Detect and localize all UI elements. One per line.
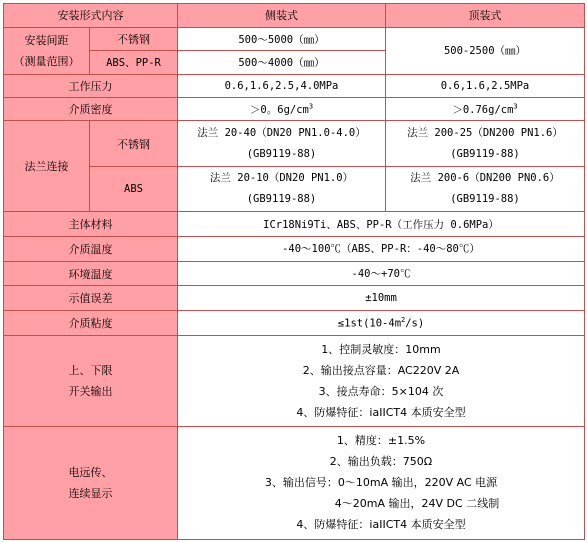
flange-top-abs-spec: 法兰 200-6（DN200 PN0.6） <box>410 172 560 184</box>
viscosity-label: 介质粘度 <box>4 311 178 336</box>
switch-item: 4、防爆特征：iaIICT4 本质安全型 <box>296 405 466 419</box>
flange-row-abs <box>4 166 585 211</box>
range-top-value: 500-2500（㎜） <box>386 27 585 74</box>
remote-item: 2、输出负载：750Ω <box>329 455 433 469</box>
switch-row <box>4 335 585 426</box>
remote-row <box>4 426 585 539</box>
pressure-label: 工作压力 <box>4 75 178 98</box>
remote-item: 4、防爆特征：iaIICT4 本质安全型 <box>296 518 466 532</box>
flange-side-abs <box>178 166 386 211</box>
density-top-sup: 3 <box>513 102 518 111</box>
material-value: ICr18Ni9Ti、ABS、PP-R（工作压力 0.6MPa） <box>178 212 585 237</box>
spec-table <box>3 3 585 540</box>
range-side-abs-value: 500～4000（㎜） <box>178 51 386 75</box>
flange-side-abs-spec: 法兰 20-10（DN20 PN1.0） <box>209 172 354 184</box>
viscosity-value-main: ≤1st(10-4m <box>337 317 402 330</box>
header-row <box>4 4 585 28</box>
range-row-stainless <box>4 27 585 51</box>
switch-label <box>4 335 178 426</box>
error-row <box>4 286 585 311</box>
switch-label-line2: 开关输出 <box>68 384 113 398</box>
remote-label-line1: 电远传、 <box>68 465 113 479</box>
density-row <box>4 97 585 121</box>
flange-stainless-label: 不锈钢 <box>90 121 178 166</box>
flange-top-stainless-std: (GB9119-88) <box>450 147 520 160</box>
flange-side-stainless-std: (GB9119-88) <box>246 147 317 160</box>
range-label-line1: 安装间距 <box>24 33 69 47</box>
remote-item: 1、精度：±1.5% <box>336 434 426 448</box>
ambient-row <box>4 261 585 286</box>
error-value: ±10mm <box>178 286 585 311</box>
switch-item: 3、接点寿命：5×104 次 <box>318 384 444 398</box>
flange-side-stainless <box>178 121 386 166</box>
flange-row-stainless <box>4 121 585 166</box>
viscosity-value-sup: 2 <box>401 316 406 325</box>
range-label-line2: （测量范围） <box>13 54 80 68</box>
density-side-value <box>178 97 386 121</box>
density-top-value <box>386 97 585 121</box>
flange-side-stainless-spec: 法兰 20-40（DN20 PN1.0-4.0） <box>197 126 366 139</box>
temperature-row <box>4 236 585 261</box>
flange-abs-label: ABS <box>90 166 178 211</box>
density-top-text: ＞0.76g/cm <box>452 103 514 116</box>
flange-top-stainless <box>386 121 585 166</box>
header-side-mount: 侧装式 <box>178 4 386 28</box>
pressure-side-value: 0.6,1.6,2.5,4.0MPa <box>178 75 386 98</box>
error-label: 示值误差 <box>4 286 178 311</box>
flange-side-abs-std: (GB9119-88) <box>246 193 317 205</box>
viscosity-value <box>178 311 585 336</box>
range-side-stainless-value: 500～5000（㎜） <box>178 27 386 51</box>
range-label <box>4 27 90 74</box>
density-side-text: ＞0。6g/cm <box>249 103 309 116</box>
switch-label-line1: 上、下限 <box>68 363 113 377</box>
switch-item: 2、输出接点容量：AC220V 2A <box>302 363 460 377</box>
remote-item: 3、输出信号：0～10mA 输出，220V AC 电源 <box>264 476 498 490</box>
flange-label: 法兰连接 <box>4 121 90 212</box>
remote-label <box>4 426 178 539</box>
viscosity-value-unit: /s) <box>405 317 425 330</box>
flange-top-stainless-spec: 法兰 200-25（DN200 PN1.6） <box>407 126 563 139</box>
ambient-value: -40～+70℃ <box>178 261 585 286</box>
viscosity-row <box>4 311 585 336</box>
header-install-form: 安装形式内容 <box>4 4 178 28</box>
pressure-row <box>4 75 585 98</box>
temperature-value: -40～100℃（ABS、PP-R：-40～80℃） <box>178 236 585 261</box>
flange-top-abs-std: (GB9119-88) <box>450 193 520 205</box>
range-stainless-label: 不锈钢 <box>90 27 178 51</box>
density-label: 介质密度 <box>4 97 178 121</box>
remote-item: 4～20mA 输出，24V DC 二线制 <box>334 497 500 511</box>
switch-details <box>178 335 585 426</box>
header-top-mount: 顶装式 <box>386 4 585 28</box>
density-side-sup: 3 <box>308 102 314 111</box>
ambient-label: 环境温度 <box>4 261 178 286</box>
flange-top-abs <box>386 166 585 211</box>
range-abs-label: ABS、PP-R <box>90 51 178 75</box>
material-label: 主体材料 <box>4 212 178 237</box>
material-row <box>4 212 585 237</box>
switch-item: 1、控制灵敏度：10mm <box>321 342 441 356</box>
pressure-top-value: 0.6,1.6,2.5MPa <box>386 75 585 98</box>
remote-label-line2: 连续显示 <box>68 486 113 500</box>
remote-details <box>178 426 585 539</box>
temperature-label: 介质温度 <box>4 236 178 261</box>
